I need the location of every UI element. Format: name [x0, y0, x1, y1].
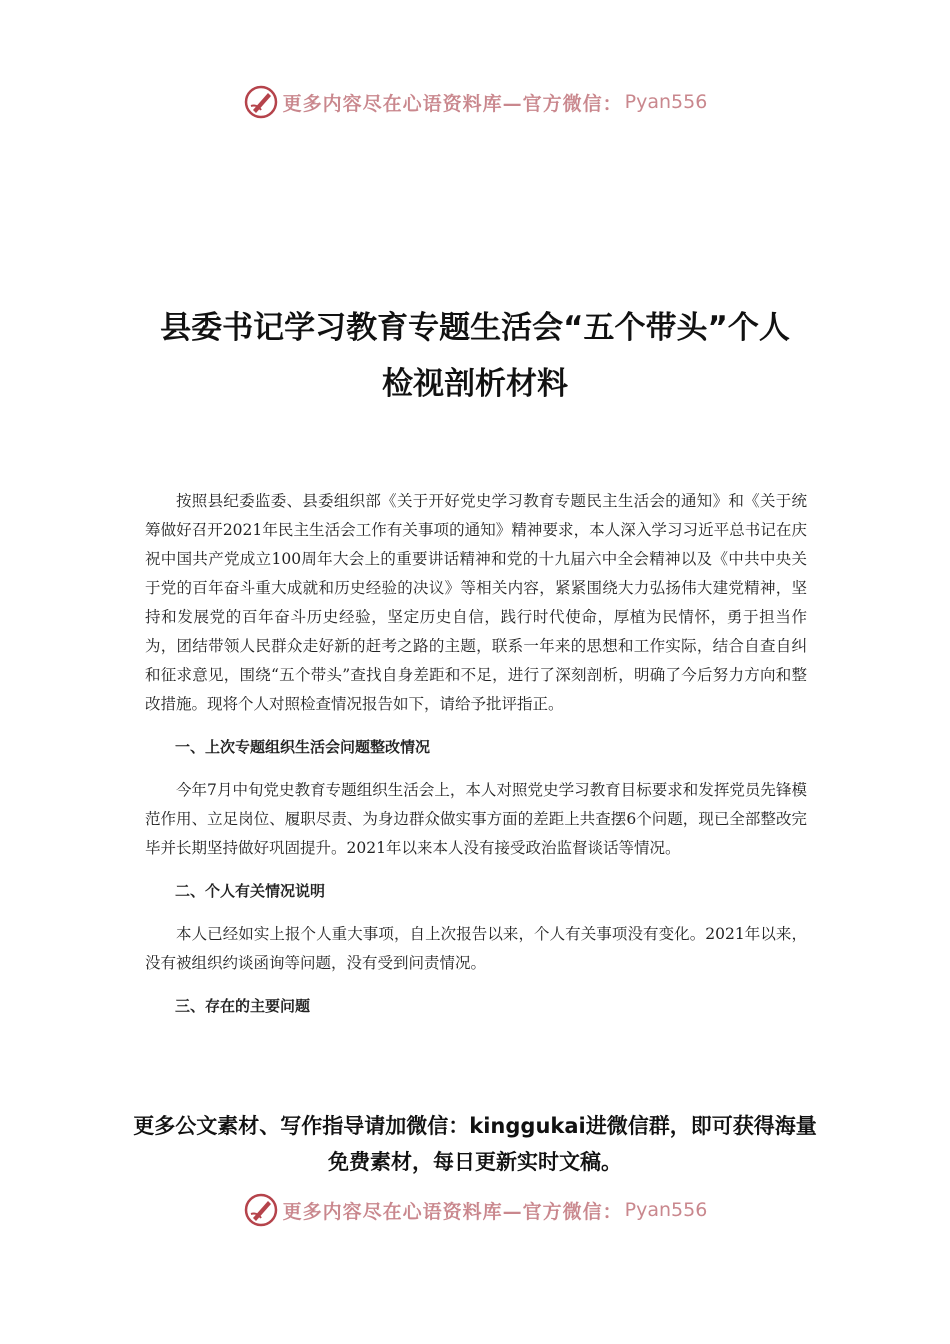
watermark-id: Pyan556: [624, 1199, 708, 1221]
brand-logo-icon: [243, 1192, 279, 1228]
document-title: 县委书记学习教育专题生活会“五个带头”个人检视剖析材料: [160, 310, 790, 402]
section-heading-2: 二、个人有关情况说明: [175, 882, 326, 900]
watermark-id: Pyan556: [624, 91, 708, 113]
section-heading-1: 一、上次专题组织生活会问题整改情况: [175, 738, 431, 756]
watermark-footer: [0, 1190, 950, 1230]
brand-logo-icon: [243, 84, 279, 120]
watermark-brand: 更多内容尽在心语资料库—官方微信：: [282, 92, 623, 115]
watermark-brand: 更多内容尽在心语资料库—官方微信：: [282, 1200, 623, 1223]
promo-notice: 更多公文素材、写作指导请加微信：kinggukai进微信群，即可获得海量免费素材，每日更新实时文稿。: [133, 1114, 817, 1174]
section-1-paragraph: 今年7月中旬党史教育专题组织生活会上，本人对照党史学习教育目标要求和发挥党员先锋模范作用、立足岗位、履职尽责、为身边群众做实事方面的差距上共查摆6个问题，现已全部整改完毕并长期坚持做好巩固提升。2021年以来本人没有接受政治监督谈话等情况。: [145, 781, 807, 857]
watermark-header: [0, 82, 950, 122]
document-body: [145, 487, 807, 1035]
section-2-paragraph: 本人已经如实上报个人重大事项，自上次报告以来，个人有关事项没有变化。2021年以来，没有被组织约谈函询等问题，没有受到问责情况。: [145, 925, 807, 972]
section-heading-3: 三、存在的主要问题: [175, 997, 311, 1015]
intro-paragraph: 按照县纪委监委、县委组织部《关于开好党史学习教育专题民主生活会的通知》和《关于统筹做好召开2021年民主生活会工作有关事项的通知》精神要求，本人深入学习习近平总书记在庆祝中国共产党成立100周年大会上的重要讲话精神和党的十九届六中全会精神以及《中共中央关于党的百年奋斗重大成就和历史经验的决议》等相关内容，紧紧围绕大力弘扬伟大建党精神，坚持和发展党的百年奋斗历史经验，坚定历史自信，践行时代使命，厚植为民情怀，勇于担当作为，团结带领人民群众走好新的赶考之路的主题，联系一年来的思想和工作实际，结合自查自纠和征求意见，围绕“五个带头”查找自身差距和不足，进行了深刻剖析，明确了今后努力方向和整改措施。现将个人对照检查情况报告如下，请给予批评指正。: [145, 492, 807, 713]
